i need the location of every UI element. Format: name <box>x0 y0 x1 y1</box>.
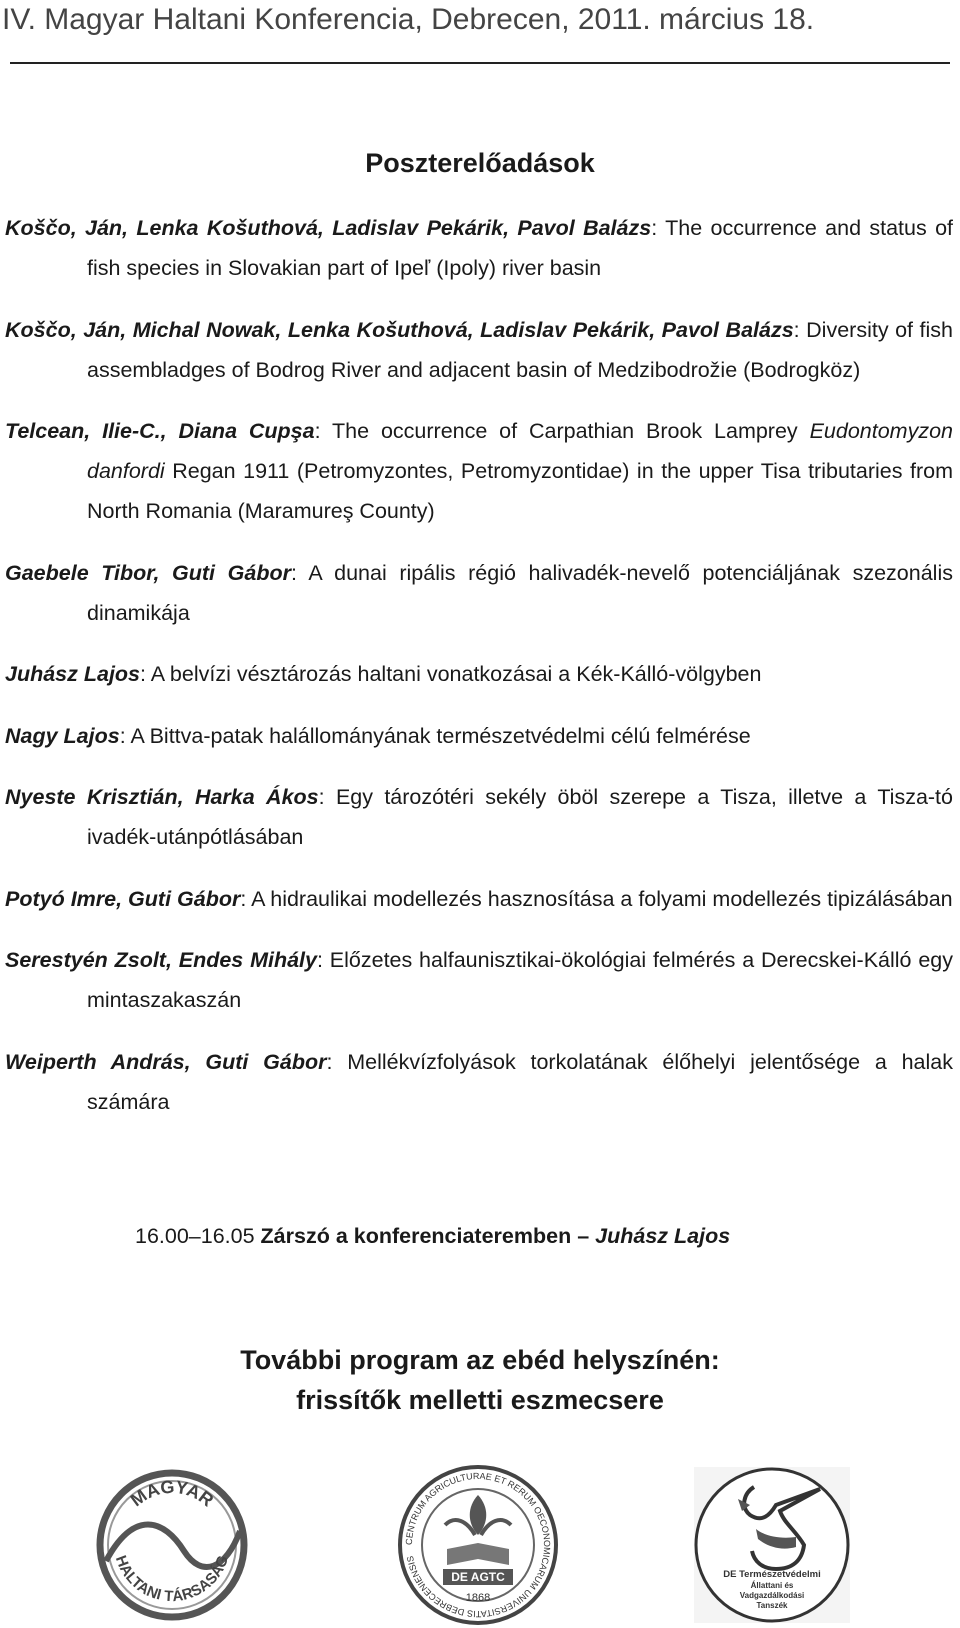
poster-entry: Nagy Lajos: A Bittva-patak halállományának természetvédelmi célú felmérése <box>5 723 751 748</box>
species-name: Eudontomyzon danfordi <box>87 419 953 483</box>
conference-title: IV. Magyar Haltani Konferencia, Debrecen, 2011. március 18. <box>2 3 815 36</box>
de-department-logo <box>692 1465 852 1625</box>
closing-dash: – <box>577 1224 590 1248</box>
poster-entry: Nyeste Krisztián, Harka Ákos: Egy tározótéri sekély öböl szerepe a Tisza, illetve a Tisza-tó ivadék-utánpótlásában <box>5 785 953 849</box>
poster-title: Előzetes halfaunisztikai-ökológiai felmérés a Derecskei-Kálló egy mintaszakaszán <box>87 948 953 1012</box>
poster-title: A belvízi vésztározás haltani vonatkozásai a Kék-Kálló-völgyben <box>150 662 762 686</box>
de-line-4: Tanszék <box>756 1601 788 1610</box>
poster-title: Egy tározótéri sekély öböl szerepe a Tisza, illetve a Tisza-tó ivadék-utánpótlásában <box>87 785 953 849</box>
poster-entry: Telcean, Ilie-C., Diana Cupşa: The occurrence of Carpathian Brook Lamprey Eudontomyzon danfordi Regan 1911 (Petromyzontes, Petromyzontidae) in the upper Tisa tributaries from North Romania (Maramureş County) <box>5 419 953 523</box>
mhtt-logo <box>92 1469 252 1621</box>
closing-event: Zárszó a konferenciateremben <box>260 1224 572 1248</box>
agtc-label: DE AGTC <box>451 1570 505 1584</box>
agtc-ring-text: CENTRUM AGRICULTURAE ET RERUM OECONOMICARUM UNIVERSITATIS DEBRECENIENSIS <box>403 1470 553 1620</box>
poster-title: The occurrence of Carpathian Brook Lamprey <box>332 419 798 443</box>
poster-entry: Juhász Lajos: A belvízi vésztározás haltani vonatkozásai a Kék-Kálló-völgyben <box>5 662 762 686</box>
agtc-logo <box>395 1465 561 1625</box>
poster-authors: Juhász Lajos <box>5 662 141 686</box>
poster-authors: Weiperth András, Guti Gábor <box>5 1049 327 1074</box>
poster-authors: Serestyén Zsolt, Endes Mihály <box>5 948 317 972</box>
poster-authors: Nyeste Krisztián, Harka Ákos <box>5 785 319 809</box>
closing-session <box>135 1224 730 1249</box>
header-rule <box>10 62 950 64</box>
further-program <box>0 1340 960 1420</box>
poster-list <box>5 208 953 1140</box>
page-header <box>0 2 960 38</box>
section-title: Poszterelőadások <box>365 148 595 178</box>
program-line-1: További program az ebéd helyszínén: <box>240 1345 720 1375</box>
mhtt-bottom-text: HALTANI TÁRSASÁG <box>111 1553 233 1606</box>
poster-entry: Serestyén Zsolt, Endes Mihály: Előzetes halfaunisztikai-ökológiai felmérés a Derecskei-Kálló egy mintaszakaszán <box>5 948 953 1012</box>
poster-authors: Nagy Lajos <box>5 723 120 748</box>
closing-time: 16.00–16.05 <box>135 1224 255 1248</box>
poster-authors: Telcean, Ilie-C., Diana Cupşa <box>5 419 315 443</box>
de-line-1: DE Természetvédelmi <box>723 1569 821 1580</box>
poster-title-continued: Regan 1911 (Petromyzontes, Petromyzontidae) in the upper Tisa tributaries from North Romania (Maramureş County) <box>87 459 953 523</box>
poster-title: Mellékvízfolyások torkolatának élőhelyi jelentősége a halak számára <box>87 1049 953 1114</box>
logo-row <box>0 1465 960 1625</box>
poster-entry: Gaebele Tibor, Guti Gábor: A dunai ripális régió halivadék-nevelő potenciáljának szezonális dinamikája <box>5 560 953 625</box>
de-line-3: Vadgazdálkodási <box>739 1591 805 1600</box>
poster-title: Diversity of fish assembladges of Bodrog River and adjacent basin of Medzibodrožie (Bodrogköz) <box>87 317 953 382</box>
de-line-2: Állattani és <box>750 1581 794 1590</box>
closing-speaker: Juhász Lajos <box>595 1224 731 1248</box>
poster-title: The occurrence and status of fish species in Slovakian part of Ipeľ (Ipoly) river basin <box>87 216 953 280</box>
poster-entry: Weiperth András, Guti Gábor: Mellékvízfolyások torkolatának élőhelyi jelentősége a halak számára <box>5 1049 953 1114</box>
poster-entry: Koščo, Ján, Michal Nowak, Lenka Košuthová, Ladislav Pekárik, Pavol Balázs: Diversity of fish assembladges of Bodrog River and adjacent basin of Medzibodrožie (Bodrogköz) <box>5 317 953 382</box>
poster-authors: Gaebele Tibor, Guti Gábor <box>5 560 291 585</box>
agtc-year: 1868 <box>465 1592 491 1604</box>
poster-authors: Koščo, Ján, Lenka Košuthová, Ladislav Pekárik, Pavol Balázs <box>5 216 652 240</box>
poster-authors: Koščo, Ján, Michal Nowak, Lenka Košuthová, Ladislav Pekárik, Pavol Balázs <box>5 317 794 342</box>
poster-title: A hidraulikai modellezés hasznosítása a folyami modellezés tipizálásában <box>251 886 953 911</box>
poster-entry: Potyó Imre, Guti Gábor: A hidraulikai modellezés hasznosítása a folyami modellezés tipizálásában <box>5 886 953 911</box>
poster-entry: Koščo, Ján, Lenka Košuthová, Ladislav Pekárik, Pavol Balázs: The occurrence and status of fish species in Slovakian part of Ipeľ (Ipoly) river basin <box>5 216 953 280</box>
mhtt-top-text: MAGYAR <box>126 1476 218 1511</box>
poster-title: A dunai ripális régió halivadék-nevelő potenciáljának szezonális dinamikája <box>87 560 953 625</box>
poster-title: A Bittva-patak halállományának természetvédelmi célú felmérése <box>130 723 751 748</box>
poster-authors: Potyó Imre, Guti Gábor <box>5 886 241 911</box>
program-line-2: frissítők melletti eszmecsere <box>296 1385 664 1415</box>
